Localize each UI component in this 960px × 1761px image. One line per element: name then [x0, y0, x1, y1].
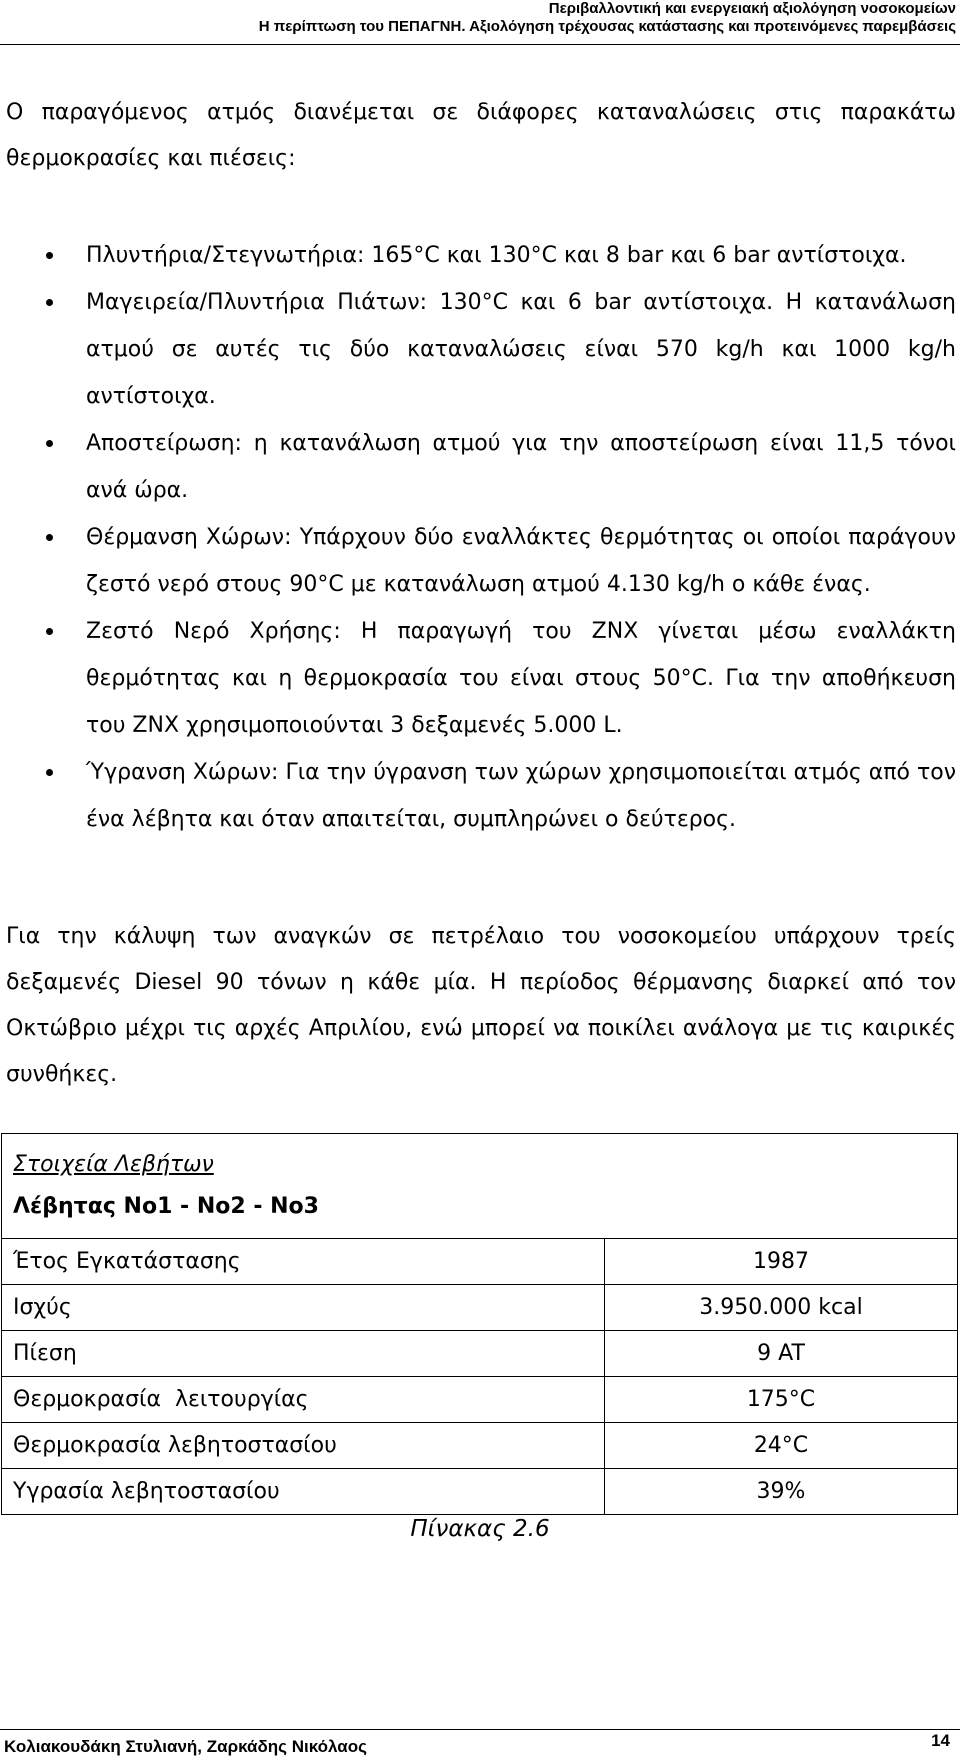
boiler-specs-table: [1, 1133, 958, 1515]
list-item-text: Ζεστό Νερό Χρήσης: Η παραγωγή του ΖΝΧ γίνεται μέσω εναλλάκτη θερμότητας και η θερμοκρασία του είναι στους 50°C. Για την αποθήκευση του ΖΝΧ χρησιμοποιούνται 3 δεξαμενές 5.000 L.: [86, 619, 956, 738]
running-header-subtitle: Η περίπτωση του ΠΕΠΑΓΝΗ. Αξιολόγηση τρέχουσας κατάστασης και προτεινόμενες παρεμβάσεις: [258, 18, 956, 35]
header-divider: [0, 44, 960, 45]
list-item: [0, 749, 960, 843]
table-cell-value: 3.950.000 kcal: [605, 1285, 958, 1331]
table-cell-value: 24°C: [605, 1423, 958, 1469]
list-item: [0, 279, 960, 420]
table-subtitle: Λέβητας Νο1 - Νο2 - Νο3: [13, 1194, 319, 1219]
table-title-cell: [2, 1134, 958, 1239]
list-item: [0, 420, 960, 514]
bullet-icon: [46, 769, 53, 776]
bullet-icon: [46, 440, 53, 447]
list-item-text: Θέρμανση Χώρων: Υπάρχουν δύο εναλλάκτες θερμότητας οι οποίοι παράγουν ζεστό νερό στους 90°C με κατανάλωση ατμού 4.130 kg/h ο κάθε ένας.: [86, 525, 956, 597]
running-header-title: Περιβαλλοντική και ενεργειακή αξιολόγηση νοσοκομείων: [548, 0, 956, 17]
table-title: Στοιχεία Λεβήτων: [13, 1152, 214, 1177]
table-cell-value: 9 AT: [605, 1331, 958, 1377]
bullet-icon: [46, 628, 53, 635]
list-item-text: Αποστείρωση: η κατανάλωση ατμού για την αποστείρωση είναι 11,5 τόνοι ανά ώρα.: [86, 431, 956, 503]
list-item-text: Πλυντήρια/Στεγνωτήρια: 165°C και 130°C και 8 bar και 6 bar αντίστοιχα.: [86, 243, 907, 268]
table-cell-label: Ισχύς: [2, 1285, 605, 1331]
table-row: [2, 1331, 958, 1377]
table-row: [2, 1239, 958, 1285]
table-cell-label: Πίεση: [2, 1331, 605, 1377]
table-row: [2, 1423, 958, 1469]
steam-consumers-list: [0, 232, 960, 843]
table-cell-label: Θερμοκρασία λειτουργίας: [2, 1377, 605, 1423]
table-cell-label: Έτος Εγκατάστασης: [2, 1239, 605, 1285]
bullet-icon: [46, 534, 53, 541]
page-number: 14: [931, 1731, 950, 1750]
bullet-icon: [46, 252, 53, 259]
table-cell-value: 175°C: [605, 1377, 958, 1423]
bullet-icon: [46, 299, 53, 306]
list-item: [0, 232, 960, 279]
table-title-row: [2, 1134, 958, 1239]
table-row: [2, 1285, 958, 1331]
intro-paragraph: Ο παραγόμενος ατμός διανέμεται σε διάφορες καταναλώσεις στις παρακάτω θερμοκρασίες και πιέσεις:: [6, 100, 956, 171]
table-row: [2, 1377, 958, 1423]
table-caption: Πίνακας 2.6: [410, 1516, 550, 1542]
table-cell-value: 39%: [605, 1469, 958, 1515]
table-cell-label: Θερμοκρασία λεβητοστασίου: [2, 1423, 605, 1469]
fuel-paragraph: Για την κάλυψη των αναγκών σε πετρέλαιο του νοσοκομείου υπάρχουν τρείς δεξαμενές Diesel 90 τόνων η κάθε μία. Η περίοδος θέρμανσης διαρκεί από τον Οκτώβριο μέχρι τις αρχές Απριλίου, ενώ μπορεί να ποικίλει ανάλογα με τις καιρικές συνθήκες.: [6, 924, 956, 1087]
footer-divider: [0, 1729, 960, 1730]
list-item-text: Ύγρανση Χώρων: Για την ύγρανση των χώρων χρησιμοποιείται ατμός από τον ένα λέβητα και όταν απαιτείται, συμπληρώνει ο δεύτερος.: [86, 760, 956, 832]
running-header: [259, 0, 956, 36]
table-cell-label: Υγρασία λεβητοστασίου: [2, 1469, 605, 1515]
table-row: [2, 1469, 958, 1515]
table-cell-value: 1987: [605, 1239, 958, 1285]
list-item: [0, 608, 960, 749]
list-item: [0, 514, 960, 608]
footer-authors: Κολιακουδάκη Στυλιανή, Ζαρκάδης Νικόλαος: [4, 1737, 367, 1756]
list-item-text: Μαγειρεία/Πλυντήρια Πιάτων: 130°C και 6 bar αντίστοιχα. Η κατανάλωση ατμού σε αυτές τις δύο καταναλώσεις είναι 570 kg/h και 1000 kg/h αντίστοιχα.: [86, 290, 956, 409]
